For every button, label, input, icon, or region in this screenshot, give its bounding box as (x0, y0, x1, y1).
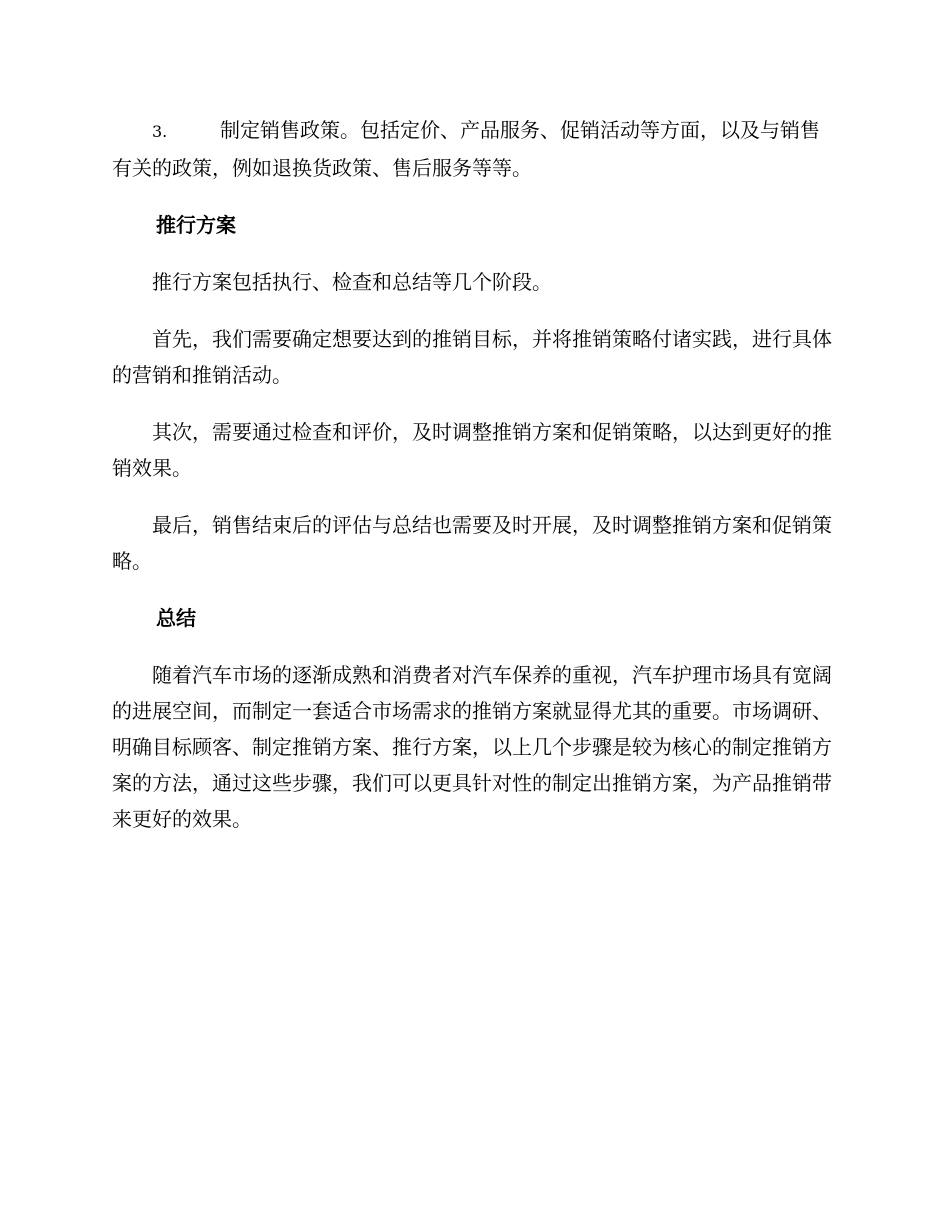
section-heading-summary: 总结 (156, 606, 196, 630)
paragraph-rollout-second: 其次，需要通过检查和评价，及时调整推销方案和促销策略，以达到更好的推销效果。 (112, 420, 832, 480)
list-item-text: 制定销售政策。包括定价、产品服务、促销活动等方面，以及与销售有关的政策，例如退换货政策、售后服务等等。 (112, 118, 820, 180)
paragraph-summary: 随着汽车市场的逐渐成熟和消费者对汽车保养的重视，汽车护理市场具有宽阔的进展空间，而制定一套适合市场需求的推销方案就显得尤其的重要。市场调研、明确目标顾客、制定推销方案、推行方案，以上几个步骤是较为核心的制定推销方案的方法，通过这些步骤，我们可以更具针对性的制定出推销方案，为产品推销带来更好的效果。 (112, 663, 832, 831)
document-page (112, 112, 832, 858)
paragraph-rollout-first: 首先，我们需要确定想要达到的推销目标，并将推销策略付诸实践，进行具体的营销和推销活动。 (112, 327, 832, 387)
paragraph-rollout-last: 最后，销售结束后的评估与总结也需要及时开展，及时调整推销方案和促销策略。 (112, 513, 832, 573)
list-item-number: 3. (152, 122, 168, 141)
section-heading-rollout: 推行方案 (156, 213, 236, 237)
list-item-3 (112, 112, 832, 186)
paragraph-rollout-intro: 推行方案包括执行、检查和总结等几个阶段。 (152, 270, 552, 294)
